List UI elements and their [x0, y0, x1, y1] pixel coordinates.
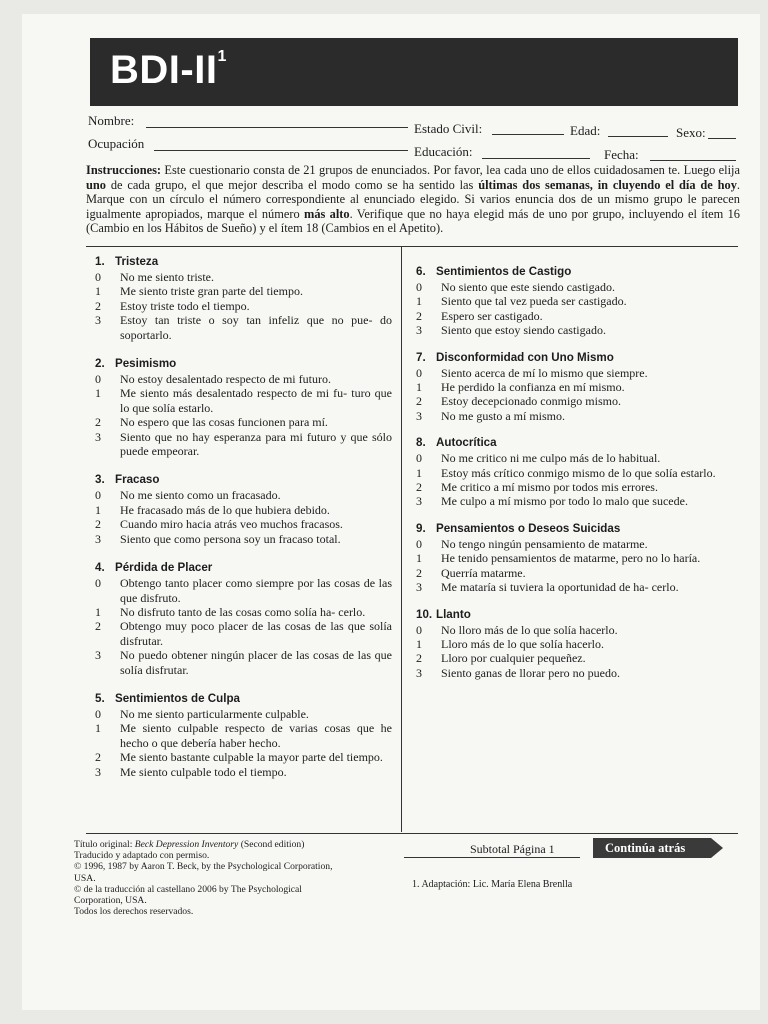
- option-text: Siento ganas de llorar pero no puedo.: [441, 665, 620, 680]
- option-number[interactable]: 3: [95, 648, 101, 663]
- option-number[interactable]: 1: [416, 636, 422, 651]
- question-title-text: Pesimismo: [115, 357, 177, 371]
- answer-option[interactable]: [95, 372, 392, 386]
- answer-option[interactable]: [95, 721, 392, 750]
- option-text: He fracasado más de lo que hubiera debido.: [120, 502, 330, 517]
- edad-field[interactable]: [608, 136, 668, 137]
- option-number[interactable]: 2: [416, 480, 422, 495]
- question-title: [416, 264, 724, 279]
- option-text: Siento que no hay esperanza para mi futuro y que sólo puede empeorar.: [120, 429, 392, 459]
- copyright-original-suffix: (Second edition): [238, 839, 305, 850]
- question-title: [416, 521, 724, 536]
- answer-option[interactable]: [95, 750, 392, 764]
- answer-option[interactable]: [95, 605, 392, 619]
- option-text: No disfruto tanto de las cosas como solía ha- cerlo.: [120, 604, 366, 619]
- continue-back-label: Continúa atrás: [593, 838, 711, 858]
- estado-civil-field[interactable]: [492, 134, 564, 135]
- question-title: [416, 350, 724, 365]
- question-title-text: Llanto: [436, 607, 471, 621]
- answer-option[interactable]: [416, 466, 724, 480]
- answer-option[interactable]: [416, 380, 724, 394]
- option-number[interactable]: 3: [95, 429, 101, 444]
- question-title-text: Pensamientos o Deseos Suicidas: [436, 521, 621, 535]
- answer-option[interactable]: [95, 284, 392, 298]
- option-number[interactable]: 1: [95, 721, 101, 736]
- answer-option[interactable]: [95, 517, 392, 531]
- answer-option[interactable]: [95, 488, 392, 502]
- instructions-text-3: . Marque con un círculo el número correspondiente al enunciado elegido. Si varios enuncia dos de un mismo grupo le parecen igualmente apropiados, marque el número: [86, 177, 740, 221]
- option-text: Cuando miro hacia atrás veo muchos fracasos.: [120, 517, 343, 532]
- copyright-original-title: Beck Depression Inventory: [134, 839, 239, 850]
- option-text: Querría matarme.: [441, 565, 526, 580]
- option-number[interactable]: 2: [416, 565, 422, 580]
- answer-option[interactable]: [95, 313, 392, 342]
- instructions-text-2: de cada grupo, el que mejor describa el modo como se ha sentido las: [105, 177, 479, 192]
- option-number[interactable]: 3: [416, 323, 422, 338]
- question-item: [416, 607, 724, 681]
- title-footnote-marker: 1: [217, 48, 227, 65]
- column-divider: [401, 246, 402, 832]
- question-number: 6.: [416, 265, 426, 278]
- question-title-text: Disconformidad con Uno Mismo: [436, 350, 614, 364]
- answer-option[interactable]: [416, 494, 724, 508]
- answer-option[interactable]: [416, 309, 724, 323]
- fecha-label: Fecha:: [604, 147, 639, 162]
- option-text: Siento que estoy siendo castigado.: [441, 323, 606, 338]
- copyright-line: © de la traducción al castellano 2006 by The Psychological: [74, 883, 302, 895]
- option-number[interactable]: 1: [95, 284, 101, 299]
- answer-option[interactable]: [95, 765, 392, 779]
- option-text: No me siento como un fracasado.: [120, 488, 281, 503]
- option-number[interactable]: 0: [95, 372, 101, 387]
- answer-option[interactable]: [416, 666, 724, 680]
- option-text: No estoy desalentado respecto de mi futuro.: [120, 372, 331, 387]
- option-number[interactable]: 2: [95, 415, 101, 430]
- option-text: No tengo ningún pensamiento de matarme.: [441, 536, 648, 551]
- question-title: [95, 560, 392, 575]
- question-title: [95, 472, 392, 487]
- option-text: Obtengo muy poco placer de las cosas de las que solía disfrutar.: [120, 619, 392, 648]
- answer-option[interactable]: [95, 503, 392, 517]
- copyright-line: Corporation, USA.: [74, 895, 147, 907]
- option-text: Obtengo tanto placer como siempre por las cosas de las que disfruto.: [120, 576, 392, 605]
- question-item: [416, 264, 724, 338]
- answer-option[interactable]: [416, 451, 724, 465]
- question-title: [95, 254, 392, 269]
- option-text: Me siento culpable respecto de varias cosas que he hecho o que debería haber hecho.: [120, 721, 392, 750]
- question-title-text: Fracaso: [115, 473, 160, 487]
- copyright-line: USA.: [74, 872, 96, 884]
- question-title-text: Sentimientos de Culpa: [115, 691, 240, 705]
- option-text: No lloro más de lo que solía hacerlo.: [441, 622, 618, 637]
- option-text: Me siento triste gran parte del tiempo.: [120, 284, 303, 299]
- question-number: 7.: [416, 350, 426, 364]
- educacion-label: Educación:: [414, 144, 473, 159]
- question-item: [416, 350, 724, 424]
- question-item: [95, 356, 392, 458]
- sexo-label: Sexo:: [676, 125, 706, 140]
- answer-option[interactable]: [416, 323, 724, 337]
- option-text: No me siento triste.: [120, 270, 214, 284]
- question-number: 4.: [95, 561, 105, 575]
- option-text: Me siento bastante culpable la mayor parte del tiempo.: [120, 750, 383, 765]
- question-number: 2.: [95, 357, 105, 371]
- right-column: [416, 264, 724, 680]
- option-number[interactable]: 0: [95, 270, 101, 284]
- option-text: Siento que como persona soy un fracaso total.: [120, 531, 341, 546]
- answer-option[interactable]: [416, 651, 724, 665]
- subtotal-label: Subtotal Página 1: [470, 842, 555, 856]
- instructions-label: Instrucciones:: [86, 163, 162, 177]
- question-number: 9.: [416, 521, 426, 535]
- option-number[interactable]: 3: [95, 764, 101, 779]
- option-number[interactable]: 1: [416, 465, 422, 480]
- copyright-line: Traducido y adaptado con permiso.: [74, 850, 210, 862]
- question-title: [95, 691, 392, 706]
- question-title-text: Tristeza: [115, 255, 159, 268]
- answer-option[interactable]: [95, 532, 392, 546]
- question-number: 10.: [416, 607, 433, 621]
- option-number[interactable]: 0: [416, 280, 422, 294]
- question-item: [95, 691, 392, 779]
- question-title-text: Pérdida de Placer: [115, 561, 213, 575]
- page-title: BDI-$II^1$: [110, 48, 227, 92]
- answer-option[interactable]: [416, 551, 724, 565]
- answer-option[interactable]: [95, 430, 392, 459]
- option-text: Siento acerca de mí lo mismo que siempre.: [441, 365, 648, 380]
- footnote: 1. Adaptación: Lic. María Elena Brenlla: [412, 879, 573, 890]
- question-number: 5.: [95, 691, 105, 705]
- option-text: No puedo obtener ningún placer de las cosas de las que solía disfrutar.: [120, 648, 392, 677]
- option-number[interactable]: 2: [416, 394, 422, 409]
- estado-civil-label: Estado Civil:: [414, 121, 483, 136]
- subtotal-rule: [404, 857, 580, 858]
- title-banner: [90, 38, 738, 106]
- answer-option[interactable]: [95, 648, 392, 677]
- option-text: Me mataría si tuviera la oportunidad de ha- cerlo.: [441, 580, 679, 595]
- answer-option[interactable]: [95, 386, 392, 415]
- question-number: 8.: [416, 436, 426, 450]
- instructions-bold-1: uno: [86, 177, 106, 192]
- option-text: He tenido pensamientos de matarme, pero no lo haría.: [441, 551, 701, 566]
- option-number[interactable]: 0: [95, 488, 101, 503]
- option-number[interactable]: 2: [95, 750, 101, 765]
- question-title-text: Sentimientos de Castigo: [436, 265, 572, 278]
- option-number[interactable]: 3: [416, 580, 422, 595]
- answer-option[interactable]: [95, 707, 392, 721]
- answer-option[interactable]: [416, 566, 724, 580]
- answer-option[interactable]: [416, 366, 724, 380]
- option-text: Lloro por cualquier pequeñez.: [441, 651, 586, 666]
- question-title: [416, 607, 724, 622]
- copyright-original-prefix: Título original:: [74, 839, 135, 850]
- option-number[interactable]: 1: [416, 380, 422, 395]
- option-text: No siento que este siendo castigado.: [441, 280, 615, 294]
- option-text: Estoy decepcionado conmigo mismo.: [441, 394, 621, 409]
- option-text: Estoy tan triste o soy tan infeliz que no pue- do soportarlo.: [120, 313, 392, 342]
- copyright-line: © 1996, 1987 by Aaron T. Beck, by the Psychological Corporation,: [74, 861, 333, 873]
- educacion-field[interactable]: [482, 158, 590, 159]
- left-column: [95, 254, 392, 779]
- question-title: [95, 356, 392, 371]
- option-text: Me siento culpable todo el tiempo.: [120, 764, 287, 779]
- option-text: No me siento particularmente culpable.: [120, 706, 309, 721]
- option-number[interactable]: 1: [95, 502, 101, 517]
- option-text: No me gusto a mí mismo.: [441, 408, 565, 423]
- nombre-label: Nombre:: [88, 113, 135, 128]
- option-number[interactable]: 3: [95, 531, 101, 546]
- option-text: He perdido la confianza en mí mismo.: [441, 380, 625, 395]
- answer-option[interactable]: [95, 270, 392, 284]
- question-item: [95, 472, 392, 546]
- ocupacion-label: Ocupación: [88, 136, 145, 151]
- question-item: [416, 521, 724, 595]
- option-text: Siento que tal vez pueda ser castigado.: [441, 294, 627, 309]
- instructions-text-4: . Verifique que no haya elegid más de uno por grupo, incluyendo el ítem 16 (Cambio en los Hábitos de Sueño) y el ítem 18 (Cambios en el Apetito).: [86, 206, 740, 236]
- option-number[interactable]: 0: [95, 706, 101, 721]
- option-number[interactable]: 0: [416, 451, 422, 466]
- option-text: Lloro más de lo que solía hacerlo.: [441, 636, 604, 651]
- answer-option[interactable]: [416, 623, 724, 637]
- option-text: Me critico a mí mismo por todos mis errores.: [441, 480, 658, 495]
- instructions-bold-3: más alto: [304, 206, 350, 221]
- answer-option[interactable]: [95, 576, 392, 605]
- ocupacion-field[interactable]: [154, 150, 408, 151]
- option-number[interactable]: 1: [95, 604, 101, 619]
- instructions: [86, 163, 740, 236]
- option-number[interactable]: 2: [95, 517, 101, 532]
- answer-option[interactable]: [416, 537, 724, 551]
- option-number[interactable]: 3: [95, 313, 101, 328]
- instructions-text-1: Este cuestionario consta de 21 grupos de enunciados. Por favor, lea cada uno de ellos cuidadosamen te. Luego elija: [161, 163, 740, 177]
- copyright-line: Todos los derechos reservados.: [74, 906, 194, 918]
- fecha-field[interactable]: [650, 160, 736, 161]
- option-number[interactable]: 0: [95, 576, 101, 591]
- answer-option[interactable]: [416, 280, 724, 294]
- answer-option[interactable]: [95, 619, 392, 648]
- option-text: Estoy más crítico conmigo mismo de lo que solía estarlo.: [441, 465, 716, 480]
- option-text: Estoy triste todo el tiempo.: [120, 298, 250, 313]
- option-number[interactable]: 2: [416, 651, 422, 666]
- option-text: No espero que las cosas funcionen para mí.: [120, 415, 328, 430]
- answer-option[interactable]: [416, 580, 724, 594]
- option-number[interactable]: 2: [95, 298, 101, 313]
- option-number[interactable]: 1: [416, 294, 422, 309]
- option-text: No me critico ni me culpo más de lo habitual.: [441, 451, 661, 466]
- option-text: Me siento más desalentado respecto de mi fu- turo que lo que solía estarlo.: [120, 386, 392, 415]
- option-number[interactable]: 3: [416, 408, 422, 423]
- option-number[interactable]: 0: [416, 536, 422, 551]
- option-number[interactable]: 1: [416, 551, 422, 566]
- question-title: [416, 435, 724, 450]
- answer-option[interactable]: [416, 294, 724, 308]
- answer-option[interactable]: [416, 480, 724, 494]
- question-number: 3.: [95, 473, 105, 487]
- option-number[interactable]: 0: [416, 365, 422, 380]
- question-title-text: Autocrítica: [436, 436, 497, 450]
- question-item: [95, 254, 392, 342]
- option-number[interactable]: 1: [95, 386, 101, 401]
- answer-option[interactable]: [416, 394, 724, 408]
- question-item: [416, 435, 724, 509]
- option-number[interactable]: 3: [416, 494, 422, 509]
- option-text: Espero ser castigado.: [441, 308, 543, 323]
- instructions-bold-2: últimas dos semanas, in cluyendo el día de hoy: [478, 177, 737, 192]
- edad-label: Edad:: [570, 123, 601, 138]
- option-text: Me culpo a mí mismo por todo lo malo que sucede.: [441, 494, 688, 509]
- option-number[interactable]: 3: [416, 665, 422, 680]
- answer-option[interactable]: [95, 415, 392, 429]
- option-number[interactable]: 0: [416, 622, 422, 637]
- sexo-field[interactable]: [708, 138, 736, 139]
- answer-option[interactable]: [95, 299, 392, 313]
- nombre-field[interactable]: [146, 127, 408, 128]
- copyright-block: [74, 839, 374, 917]
- question-item: [95, 560, 392, 677]
- answer-option[interactable]: [416, 637, 724, 651]
- option-number[interactable]: 2: [416, 308, 422, 323]
- question-number: 1.: [95, 255, 105, 268]
- option-number[interactable]: 2: [95, 619, 101, 634]
- answer-option[interactable]: [416, 409, 724, 423]
